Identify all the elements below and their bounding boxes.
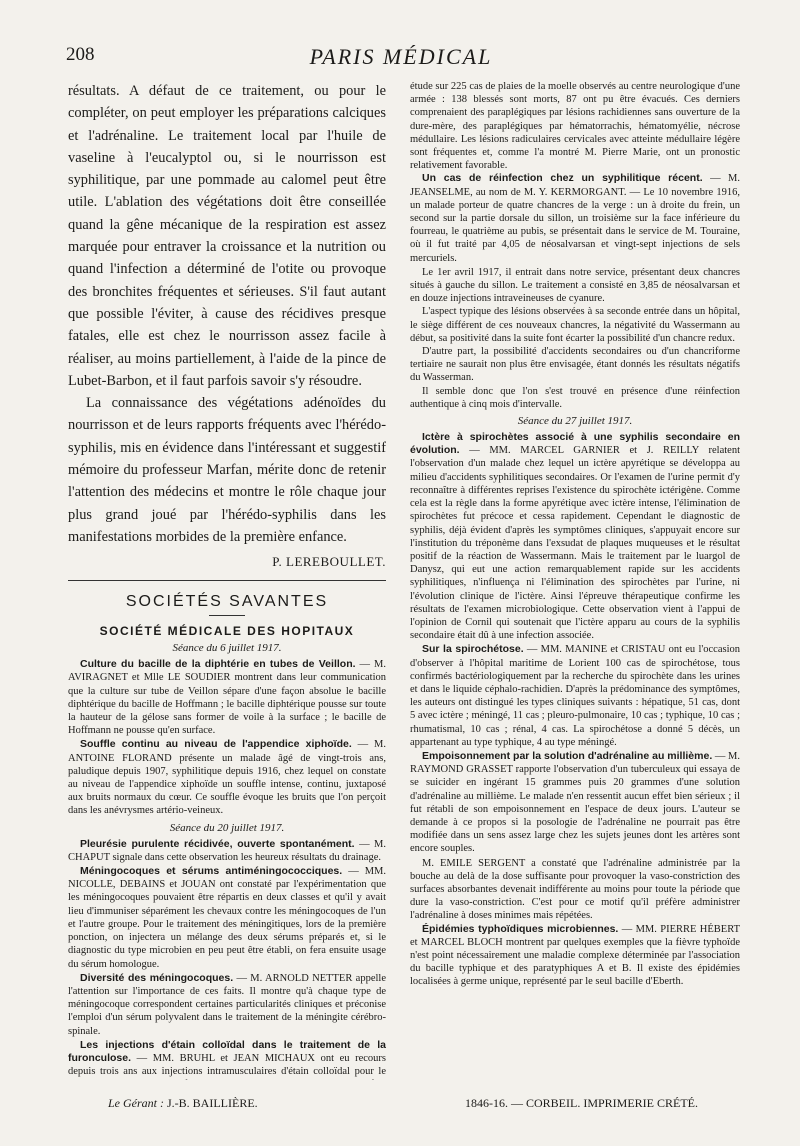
abstract-heading: Empoisonnement par la solution d'adrénaline au millième. xyxy=(422,749,713,762)
abstract-list xyxy=(68,838,386,1080)
abstract-heading: Diversité des méningocoques. xyxy=(80,971,234,984)
abstract-item xyxy=(68,865,386,971)
abstract-heading: Épidémies typhoïdiques microbiennes. xyxy=(422,922,619,935)
abstract-item xyxy=(410,750,740,856)
paragraph: étude sur 225 cas de plaies de la moelle observés au centre neurologique d'une armée : 138 blessés sont morts, 87 ont pu être évacués. Ces derniers comprenaient des paraplégiques par lésions rachidiennes sans ouverture de la dure-mère, des paraplégiques par hématorrachis, hématomyélie, nécrose médullaire. Les lésions radiculaires cervicales avec atteinte médullaire légère sont fréquentes et, comme l'a montré M. Pierre Marie, ont un pronostic relativement favorable. xyxy=(410,81,740,172)
abstract-heading: Ictère à spirochètes associé à une syphilis secondaire en évolution. xyxy=(410,431,740,457)
session-date: Séance du 27 juillet 1917. xyxy=(517,415,633,428)
paragraph: La connaissance des végétations adénoïdes du nourrisson et de leurs rapports fréquents avec l'hérédo-syphilis, mis en évidence dans l'intéressant et suggestif mémoire du professeur Marfan, mérite donc de retenir l'attention des médecins et montre le rôle chaque jour plus grand joué par l'hérédo-syphilis dans les manifestations morbides de la première enfance. xyxy=(68,395,386,545)
abstract-text: — MM. MANINE et CRISTAU ont eu l'occasion d'observer à l'hôpital maritime de Lorient 100 cas de spirochétose, tous confirmés bactériologiquement par la recherche du spirochète dans les urines et dans le liquide céphalo-rachidien. D'après la prédominance des symptômes, les auteurs ont distingué les types cliniques suivants : hépatique, 51 cas, dont 5 avec ictère ; méningé, 11 cas ; pleuro-pulmonaire, 10 cas ; typhique, 10 cas ; rhumatismal, 10 cas ; rénal, 4 cas. La spirochétose a donné 5 décès, un appartenant au type typhique, 4 au type méningé. xyxy=(410,644,740,748)
abstract-text: — M. ANTOINE FLORAND présente un malade âgé de vingt-trois ans, paludique depuis 1907, syphilitique depuis 1916, chez lequel on constate au niveau de l'appendice xiphoïde un souffle intense, continu, juxtaposé aux bruits normaux du cœur. Ce souffle évoque les bruits que l'on perçoit dans les anévrysmes artério-veineux. xyxy=(68,739,386,817)
abstract-heading: Les injections d'étain colloïdal dans le traitement de la furonculose. xyxy=(68,1038,386,1064)
paragraph: D'autre part, la possibilité d'accidents secondaires ou d'un chancriforme tertiaire ne saurait non plus être envisagée, étant donnés les résultats négatifs du Wasserman. xyxy=(410,346,740,384)
paragraph: Le 1er avril 1917, il entrait dans notre service, présentant deux chancres situés à gauche du sillon. Le traitement a consisté en 3,85 de néosalvarsan et en douze injections intraveineuses de cyanure. xyxy=(410,266,740,305)
abstract-text: — M. RAYMOND GRASSET rapporte l'observation d'un tuberculeux qui essaya de se suicider en ingérant 15 grammes puis 20 grammes d'une solution d'adrénaline au millième. Le malade n'en ressentit aucun effet bien sérieux ; il fut rétabli de son empoisonnement en l'espace de deux jours. L'auteur se demande à ce propos si la posologie de l'adrénaline ne pourrait pas être modifiée dans un sens assez large chez les sujets jeunes dont les artères sont encore souples. xyxy=(410,750,740,855)
divider xyxy=(209,615,245,616)
divider xyxy=(68,580,386,581)
abstract-text: — MM. PIERRE HÉBERT et MARCEL BLOCH montrent par quelques exemples que la fièvre typhoïde n'est point nécessairement une maladie complexe déterminée par l'association du bacille typhique et des paratyphiques A et B. Il existe des épidémies localisées à germe unique, représenté par le seul bacille d'Eberth. xyxy=(410,923,740,988)
abstract-list xyxy=(410,923,740,989)
abstract-list xyxy=(410,172,740,264)
abstract-heading: Sur la spirochétose. xyxy=(422,643,524,656)
page-number: 208 xyxy=(66,44,95,65)
journal-title: PARIS MÉDICAL xyxy=(309,44,493,69)
paragraph: Il semble donc que l'on s'est trouvé en présence d'une réinfection authentique à cinq mois d'intervalle. xyxy=(410,385,740,410)
footer-printer: 1846-16. — CORBEIL. IMPRIMERIE CRÉTÉ. xyxy=(465,1096,698,1110)
left-column xyxy=(68,80,386,1080)
abstract-item xyxy=(410,172,740,264)
abstract-item xyxy=(68,658,386,737)
abstract-text: — M. JEANSELME, au nom de M. Y. KERMORGANT. — Le 10 novembre 1916, un malade porteur de quatre chancres de la verge : un à droite du frein, un second sur la partie dorsale du sillon, un troisième sur la face inférieure du fourreau, le quatrième au pubis, se présentait dans le service de M. Touraine, où il fut traité par 4,05 de néosalvarsan et vingt-sept injections de sels mercuriels. xyxy=(410,173,740,264)
abstract-text: — M. CHAPUT signale dans cette observation les heureux résultats du drainage. xyxy=(68,838,386,863)
paragraph: L'aspect typique des lésions observées à sa seconde entrée dans un hôpital, le siège différent de ces nouveaux chancres, la négativité du Wassermann au début, sa positivité dans la suite font écarter la possibilité d'un chancre redux. xyxy=(410,306,740,344)
paragraph: résultats. A défaut de ce traitement, ou pour le compléter, on peut employer les préparations calciques et l'adrénaline. Le traitement local par l'huile de vaseline à l'eucalyptol ou, si le nourrisson est syphilitique, par une pommade au calomel peut être utile. L'ablation des végétations doit être conseillée quand la gêne mécanique de la respiration est assez marquée pour entraver la croissance et la nutrition ou quand l'infection a déterminé de l'otite ou provoque des bronchites fréquentes et sérieuses. S'il faut autant que possible l'éviter, à cause des récidives presque fatales, elle est chez le nourrisson assez facile à réaliser, au moins partiellement, à l'aide de la pince de Lubet-Barbon, et il faut parfois savoir s'y résoudre. xyxy=(68,83,386,389)
abstract-item xyxy=(68,972,386,1038)
abstract-heading: Souffle continu au niveau de l'appendice xiphoïde. xyxy=(80,738,352,751)
session-date: Séance du 6 juillet 1917. xyxy=(172,642,282,655)
abstract-list xyxy=(410,431,740,856)
abstract-text: — MM. MARCEL GARNIER et J. REILLY relatent l'observation d'un malade chez lequel un ictère apyrétique se développa au milieu d'accidents syphilitiques secondaires. Or l'examen de l'urine permit d'y reconnaître à différentes reprises l'existence du spirochète ictérigène. Comme cela est la règle dans la forme apyrétique avec ictère intense, l'élimination de spirochètes fut précoce et cessa rapidement. Cependant le diagnostic de syphilis, déjà évident d'après les symptômes cliniques, s'appuyait encore sur l'institution du tréponème dans l'exsudat de plaques muqueuses et le résultat positif de la réaction de Wassermann. Mais le traitement par le luargol de Danysz, qui eut une action remarquablement rapide sur les accidents syphilitiques, n'influença ni l'élimination des spirochètes par l'urine, ni l'évolution clinique de l'ictère. Ainsi l'épreuve thérapeutique confirme les résultats de l'examen microbiologique. Cette observation vient à l'appui de l'opinion de Cornil qui soutenait que l'ictère apparu au cours de la syphilis secondaire était dû à une infection associée. xyxy=(410,445,740,642)
abstract-heading: Un cas de réinfection chez un syphilitique récent. xyxy=(422,172,703,185)
abstract-text: — MM. NICOLLE, DEBAINS et JOUAN ont constaté par l'expérimentation que les méningocoques pouvaient être répartis en deux classes et qu'il y avait lieu d'immuniser séparément les chevaux contre les méningocoques de l'un et l'autre groupe. Pour le traitement des méningitiques, lors de la première ponction, on injectera un mélange des deux sérums préparés et, si le diagnostic du type microbien en peu peut être établi, on fera ensuite usage du sérum homologue. xyxy=(68,866,386,970)
abstract-item xyxy=(410,923,740,989)
section-title: SOCIÉTÉS SAVANTES xyxy=(125,593,329,611)
footer-manager: Le Gérant : J.-B. BAILLIÈRE. xyxy=(108,1096,258,1110)
abstract-item xyxy=(68,738,386,817)
abstract-heading: Méningocoques et sérums antiméningococciques. xyxy=(80,865,343,878)
session-date: Séance du 20 juillet 1917. xyxy=(169,821,285,834)
abstract-text: — M. AVIRAGNET et Mlle LE SOUDIER montrent dans leur communication que la culture sur tube de Veillon sépare d'une façon absolue le bacille diphtérique du bacille de Hoffmann ; le bacille diphtérique pousse sur toute la hauteur de la gélose sans former de voile à la surface ; le bacille de Hoffmann ne pousse qu'en surface. xyxy=(68,659,386,737)
page-header xyxy=(66,44,736,70)
page-footer xyxy=(68,1096,738,1116)
right-column xyxy=(410,80,740,1080)
abstract-heading: Culture du bacille de la diphtérie en tubes de Veillon. xyxy=(80,658,356,671)
abstract-item xyxy=(410,431,740,642)
paragraph: M. EMILE SERGENT a constaté que l'adrénaline administrée par la bouche au delà de la dose suffisante pour provoquer la vaso-constriction des surfaces absorbantes devenait indifférente au moins pour toute la période que dure la vaso-constriction. C'est pour ce motif qu'il préfère administrer l'adrénaline à doses minimes mais répétées. xyxy=(410,857,740,922)
abstract-list xyxy=(68,658,386,817)
author-signature: P. LEREBOULLET. xyxy=(272,554,386,570)
abstract-heading: Pleurésie purulente récidivée, ouverte spontanément. xyxy=(80,837,355,850)
society-title: SOCIÉTÉ MÉDICALE DES HOPITAUX xyxy=(99,624,355,639)
abstract-text: — M. ARNOLD NETTER appelle l'attention sur l'importance de ces faits. Il montre qu'à chaque type de méningocoque correspondent certaines particularités cliniques et préconise l'emploi d'un sérum polyvalent dans le traitement de la méningite cérébro-spinale. xyxy=(68,972,386,1037)
abstract-item xyxy=(68,1039,386,1080)
abstract-text: — MM. BRUHL et JEAN MICHAUX ont eu recours depuis trois ans aux injections intramusculaires d'étain colloïdal pour le xyxy=(68,1052,386,1078)
abstract-item xyxy=(68,838,386,864)
abstract-item xyxy=(410,643,740,749)
